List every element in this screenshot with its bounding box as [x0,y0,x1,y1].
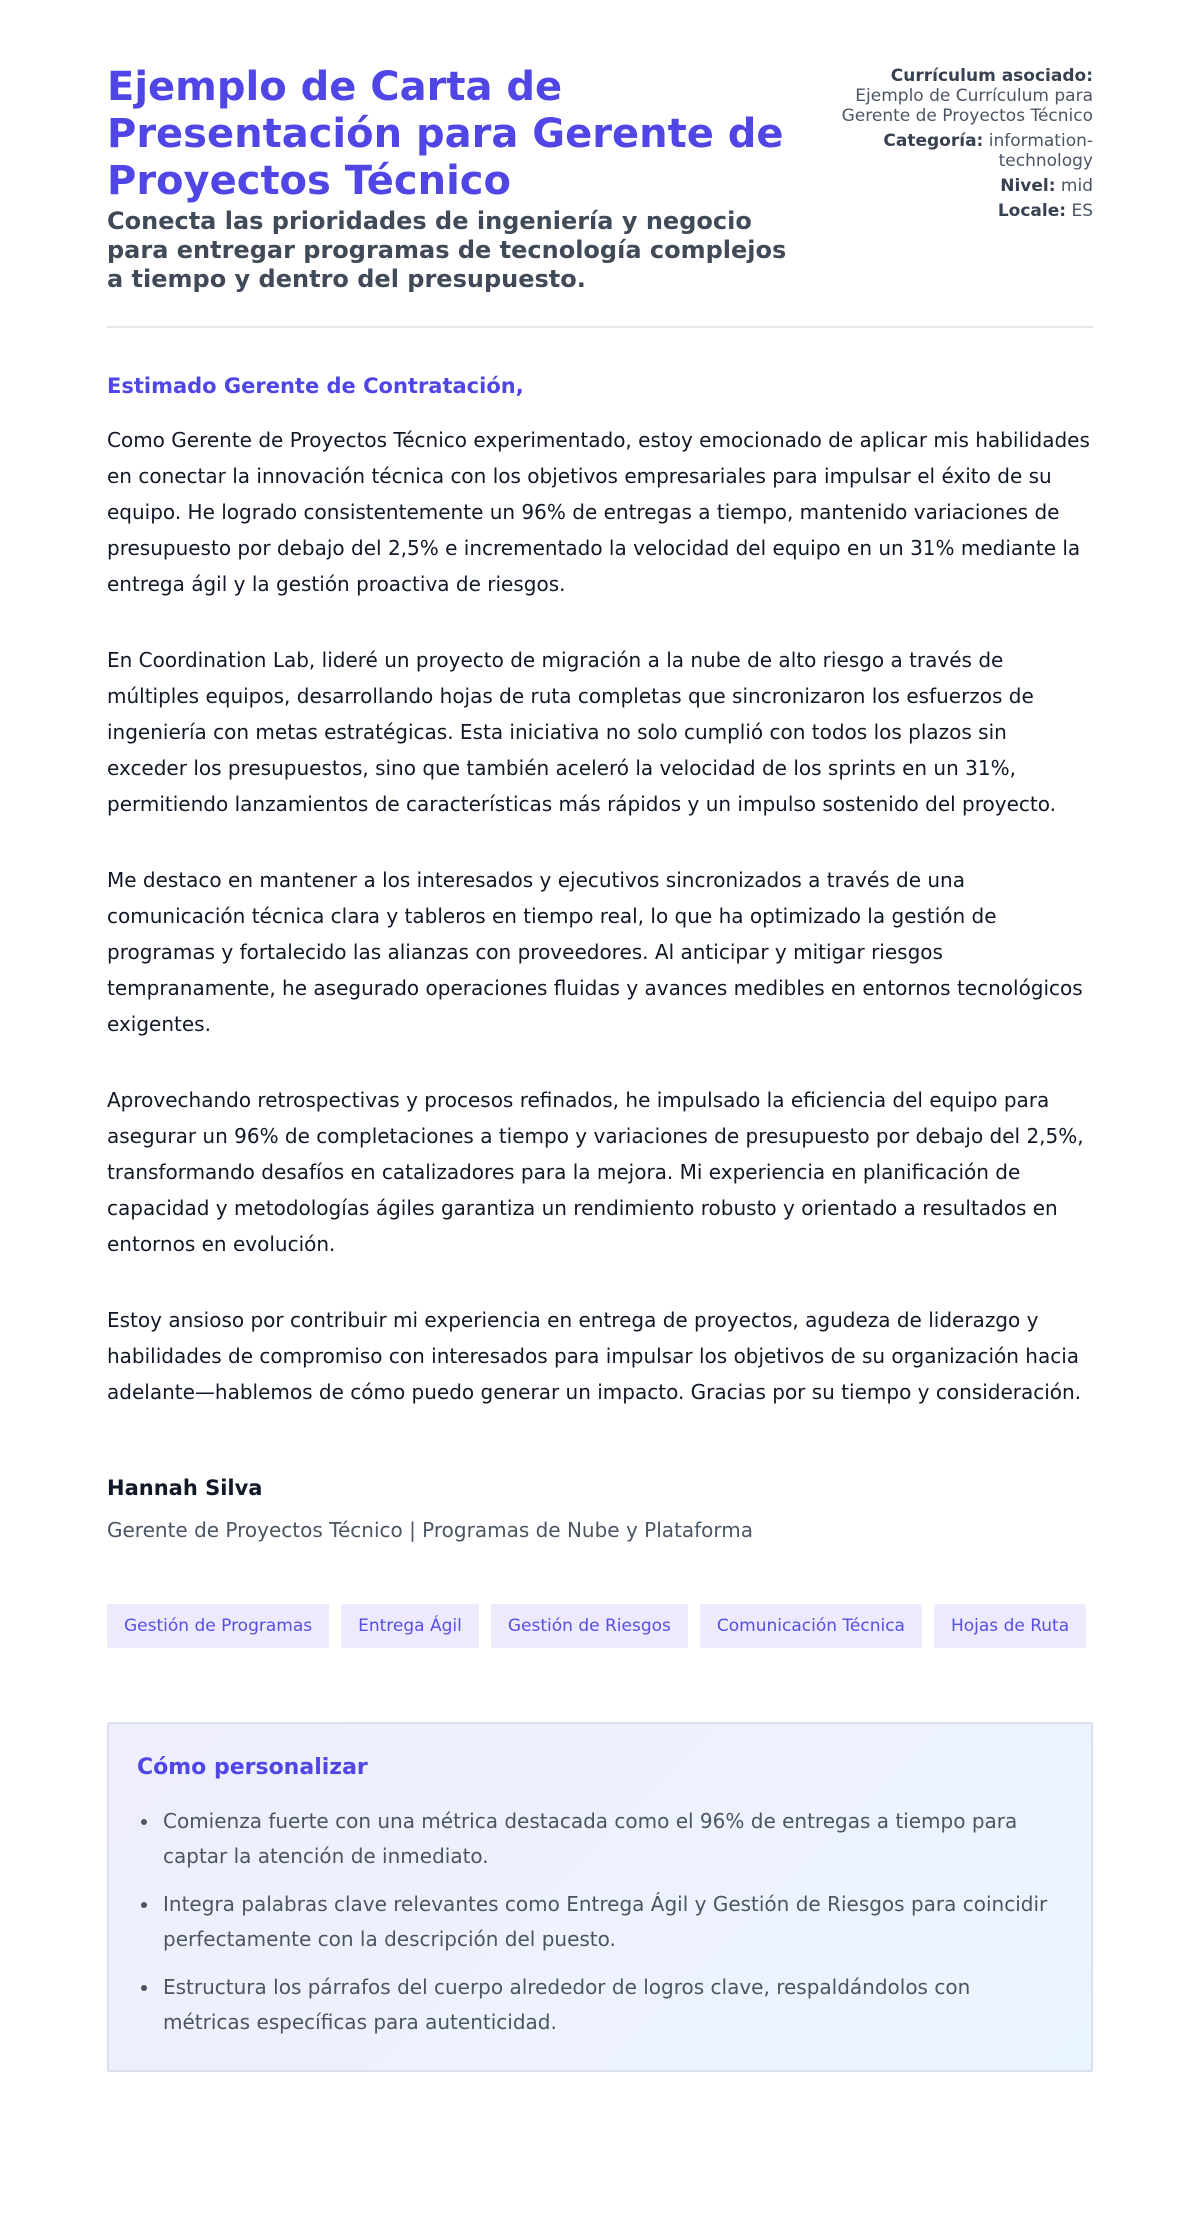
header-title-block [107,64,804,294]
letter-paragraph: Estoy ansioso por contribuir mi experiencia en entrega de proyectos, agudeza de liderazgo y habilidades de compromiso con interesados para impulsar los objetivos de su organización hacia adelante—hablemos de cómo puedo generar un impacto. Gracias por su tiempo y consideración. [107,1308,1082,1404]
meta-value: information-technology [988,131,1093,171]
tip-list-item [137,1970,1063,2040]
letter-paragraph: Me destaco en mantener a los interesados y ejecutivos sincronizados a través de una comunicación técnica clara y tableros en tiempo real, lo que ha optimizado la gestión de programas y fortalecido las alianzas con proveedores. Al anticipar y mitigar riesgos tempranamente, he asegurado operaciones fluidas y avances medibles en entornos tecnológicos exigentes. [107,868,1083,1036]
tip-list-item [137,1887,1063,1957]
meta-label: Categoría: [883,131,984,151]
skill-tag: Hojas de Ruta [934,1604,1086,1648]
tip-text: Estructura los párrafos del cuerpo alrededor de logros clave, respaldándolos con métricas específicas para autenticidad. [163,1975,971,2034]
tip-text: Comienza fuerte con una métrica destacada como el 96% de entregas a tiempo para captar la atención de inmediato. [163,1809,1018,1868]
signature-block [107,1410,1093,1544]
signature-name: Hannah Silva [107,1476,263,1500]
page-subtitle: Conecta las prioridades de ingeniería y negocio para entregar programas de tecnología complejos a tiempo y dentro del presupuesto. [107,207,787,293]
letter-paragraph: En Coordination Lab, lideré un proyecto de migración a la nube de alto riesgo a través de múltiples equipos, desarrollando hojas de ruta completas que sincronizaron los esfuerzos de ingeniería con metas estratégicas. Esta iniciativa no solo cumplió con todos los plazos sin exceder los presupuestos, sino que también aceleró la velocidad de los sprints en un 31%, permitiendo lanzamientos de características más rápidos y un impulso sostenido del proyecto. [107,648,1056,816]
bullet-icon [141,1985,147,1991]
signature-title: Gerente de Proyectos Técnico | Programas de Nube y Plataforma [107,1518,754,1542]
skill-tags [107,1604,1093,1648]
skill-tag: Entrega Ágil [341,1604,479,1648]
skill-tag: Gestión de Riesgos [491,1604,688,1648]
tip-text: Integra palabras clave relevantes como Entrega Ágil y Gestión de Riesgos para coincidir perfectamente con la descripción del puesto. [163,1892,1048,1951]
meta-value: ES [1071,201,1093,221]
salutation: Estimado Gerente de Contratación, [107,374,524,398]
meta-value: mid [1060,176,1093,196]
tip-list-item [137,1804,1063,1874]
bullet-icon [141,1819,147,1825]
skill-tag: Comunicación Técnica [700,1604,922,1648]
customization-tips-callout [107,1722,1093,2072]
meta-category [804,131,1093,171]
page-title: Ejemplo de Carta de Presentación para Gerente de Proyectos Técnico [107,64,784,204]
callout-title: Cómo personalizar [137,1755,368,1780]
skill-tag: Gestión de Programas [107,1604,329,1648]
page-header [107,64,1093,328]
letter-paragraph: Aprovechando retrospectivas y procesos refinados, he impulsado la eficiencia del equipo para asegurar un 96% de completaciones a tiempo y variaciones de presupuesto por debajo del 2,5%, transformando desafíos en catalizadores para la mejora. Mi experiencia en planificación de capacidad y metodologías ágiles garantiza un rendimiento robusto y orientado a resultados en entornos en evolución. [107,1088,1084,1256]
meta-value: Ejemplo de Currículum para Gerente de Proyectos Técnico [841,86,1093,126]
meta-label: Locale: [997,201,1067,221]
bullet-icon [141,1902,147,1908]
tips-list [137,1804,1063,2040]
metadata-panel [804,64,1093,226]
meta-label: Nivel: [1000,176,1056,196]
letter-body [107,328,1093,1410]
meta-label: Currículum asociado: [890,66,1093,86]
meta-locale [804,201,1093,221]
meta-associated-resume [804,66,1093,126]
meta-level [804,176,1093,196]
letter-paragraph: Como Gerente de Proyectos Técnico experimentado, estoy emocionado de aplicar mis habilidades en conectar la innovación técnica con los objetivos empresariales para impulsar el éxito de su equipo. He logrado consistentemente un 96% de entregas a tiempo, mantenido variaciones de presupuesto por debajo del 2,5% e incrementado la velocidad del equipo en un 31% mediante la entrega ágil y la gestión proactiva de riesgos. [107,428,1090,596]
